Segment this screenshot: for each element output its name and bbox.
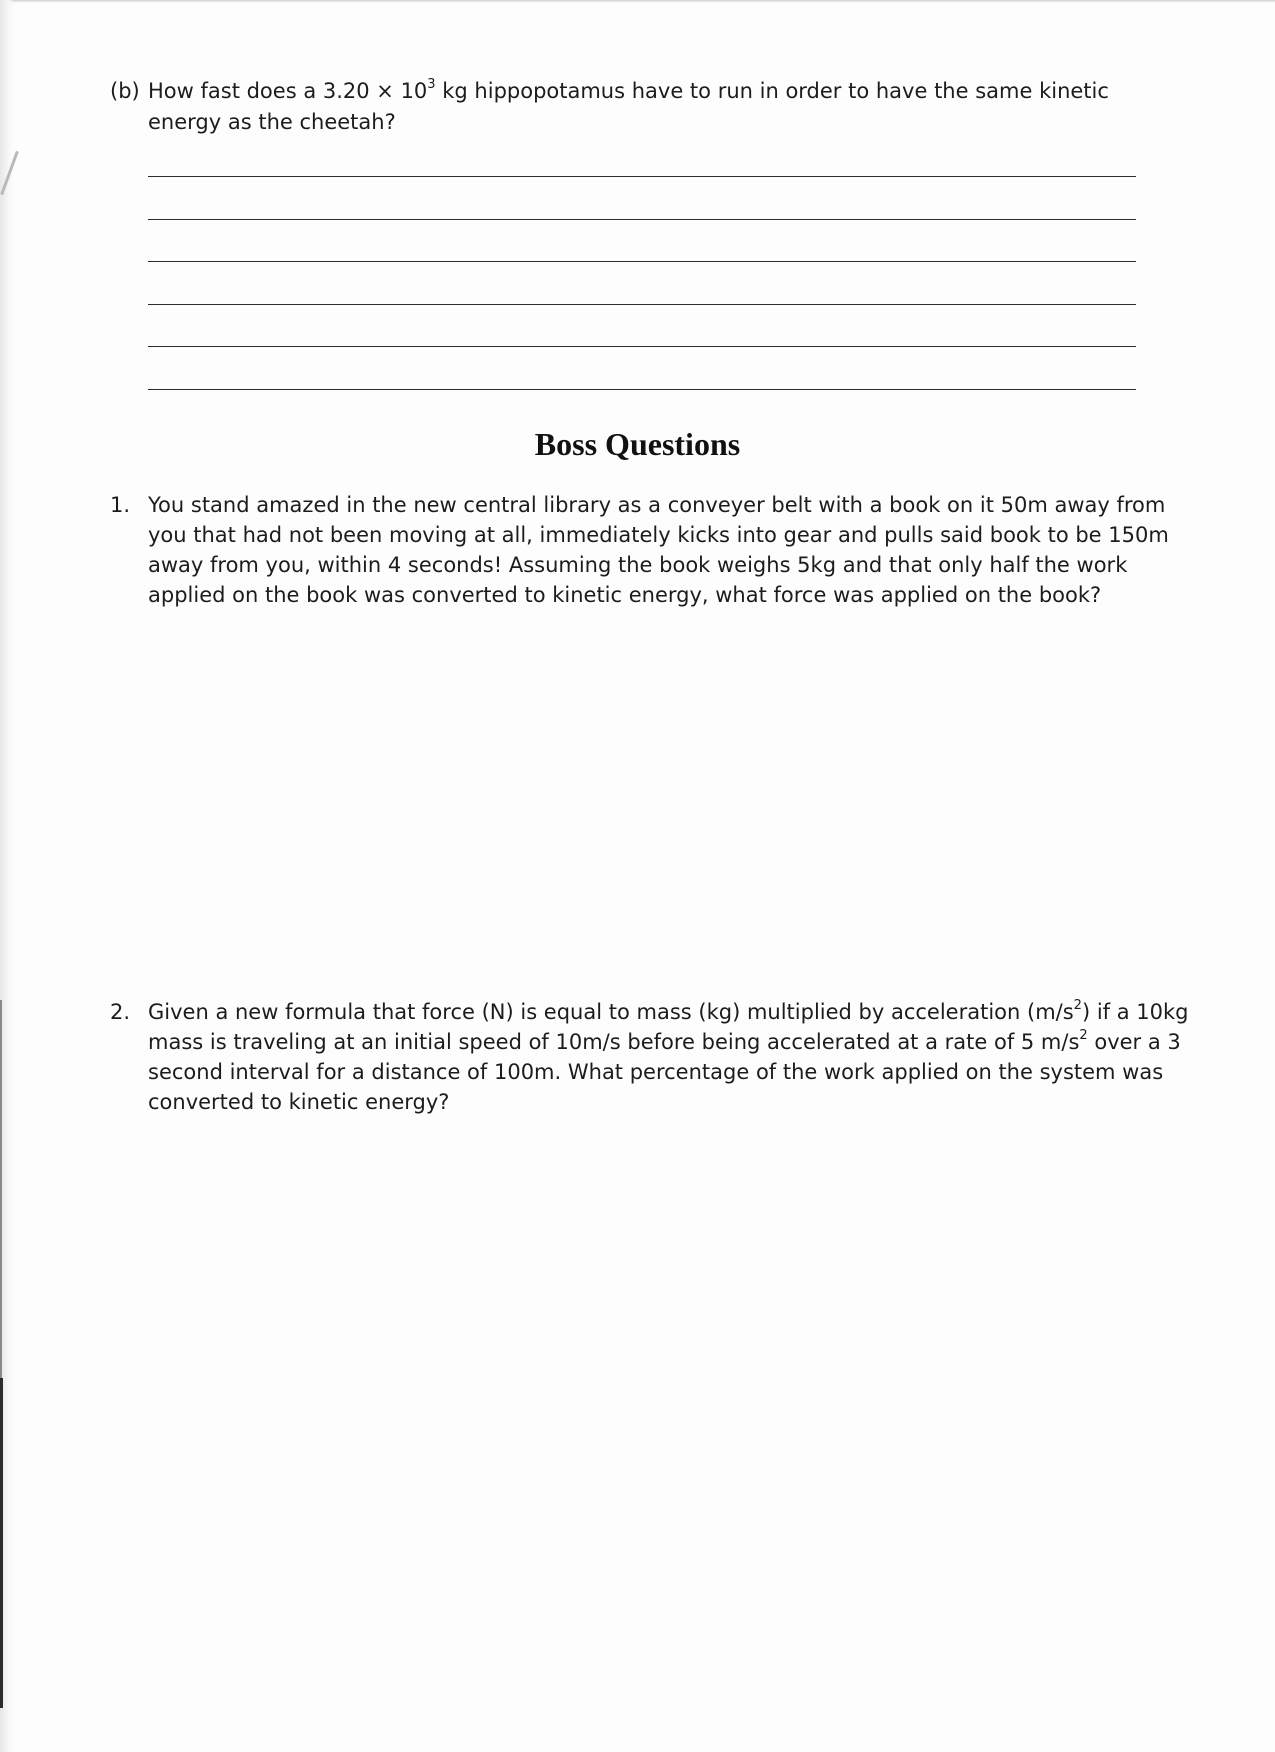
exponent: 3 (427, 77, 436, 92)
answer-line[interactable] (148, 176, 1136, 177)
part-b-text-start: How fast does a 3.20 × 10 (148, 79, 428, 103)
scan-edge-mark (0, 1378, 3, 1708)
scan-top-edge (0, 0, 1275, 3)
question-text (148, 997, 1190, 1117)
answer-line[interactable] (148, 389, 1136, 390)
question-2 (110, 997, 1190, 1117)
question-1 (110, 490, 1190, 610)
question-number: 1. (110, 493, 131, 517)
question-part-b (110, 76, 1180, 138)
part-label: (b) (110, 79, 140, 103)
question-text: You stand amazed in the new central library as a conveyer belt with a book on it 50m away from you that had not been moving at all, immediately kicks into gear and pulls said book to be 150m away from you, within 4 seconds! Assuming the book weighs 5kg and that only half the work applied on the book was converted to kinetic energy, what force was applied on the book? (148, 493, 1169, 607)
answer-lines (148, 176, 1136, 431)
question-number: 2. (110, 1000, 131, 1024)
part-b-text (148, 76, 1180, 138)
answer-line[interactable] (148, 261, 1136, 262)
exponent: 2 (1073, 998, 1082, 1013)
question-text-part: over a 3 second interval for a distance of 100m. What percentage of the work applied on the system was converted to kinetic energy? (148, 1030, 1181, 1114)
answer-line[interactable] (148, 219, 1136, 220)
answer-line[interactable] (148, 346, 1136, 347)
answer-line[interactable] (148, 304, 1136, 305)
part-b-text-end: kg hippopotamus have to run in order to have the same kinetic energy as the cheetah? (148, 79, 1109, 134)
exponent: 2 (1079, 1028, 1088, 1043)
question-text-part: Given a new formula that force (N) is equal to mass (kg) multiplied by acceleration (m/s (148, 1000, 1074, 1024)
question-text-part: ) if a 10kg mass is traveling at an initial speed of 10m/s before being accelerated at a rate of 5 m/s (148, 1000, 1189, 1054)
section-title: Boss Questions (534, 426, 741, 462)
